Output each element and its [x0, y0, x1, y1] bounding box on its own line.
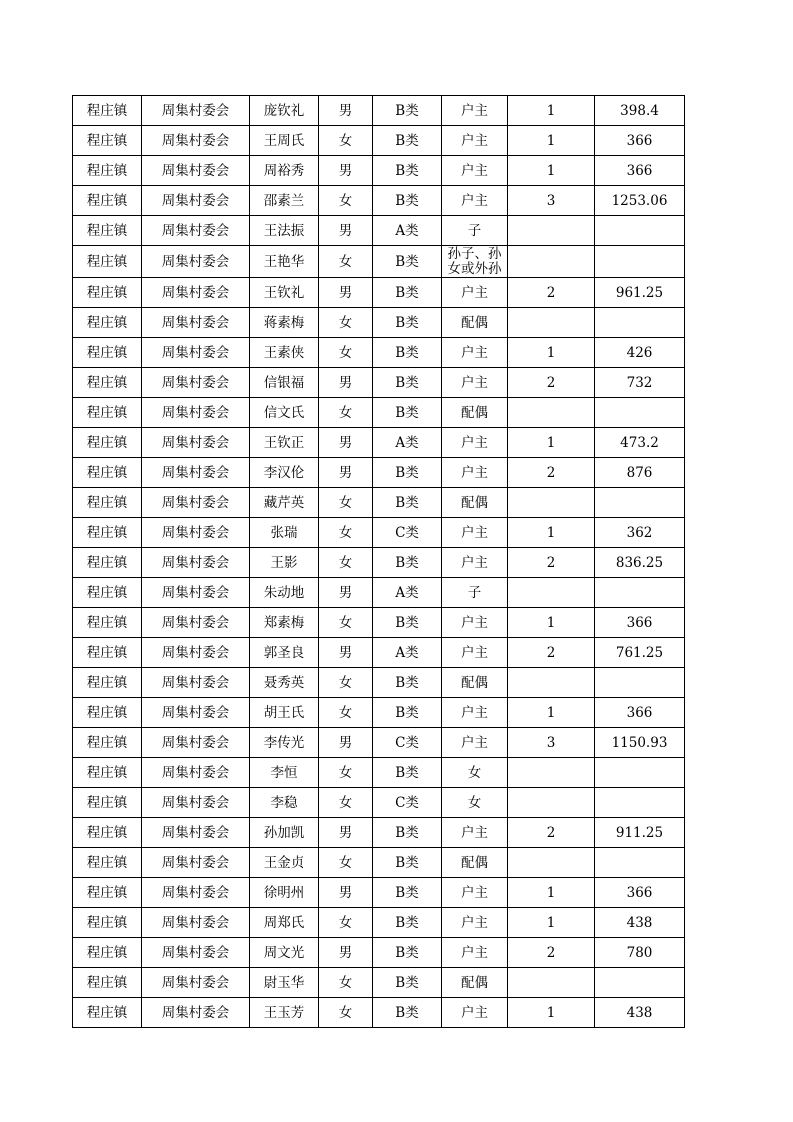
count-cell: 1	[508, 518, 595, 548]
amount-cell: 362	[595, 518, 685, 548]
gender-cell: 女	[319, 246, 373, 278]
name-cell: 李恒	[250, 758, 319, 788]
town-cell: 程庄镇	[73, 578, 142, 608]
gender-cell: 女	[319, 758, 373, 788]
amount-cell: 961.25	[595, 278, 685, 308]
town-cell: 程庄镇	[73, 758, 142, 788]
gender-cell: 女	[319, 186, 373, 216]
town-cell: 程庄镇	[73, 186, 142, 216]
town-cell: 程庄镇	[73, 126, 142, 156]
name-cell: 郑素梅	[250, 608, 319, 638]
village-cell: 周集村委会	[142, 878, 250, 908]
count-cell	[508, 758, 595, 788]
village-cell: 周集村委会	[142, 998, 250, 1028]
count-cell: 1	[508, 96, 595, 126]
name-cell: 郭圣良	[250, 638, 319, 668]
gender-cell: 女	[319, 338, 373, 368]
roster-table	[72, 95, 685, 1028]
relation-cell: 配偶	[442, 848, 508, 878]
name-cell: 尉玉华	[250, 968, 319, 998]
town-cell: 程庄镇	[73, 338, 142, 368]
category-cell: B类	[373, 96, 442, 126]
amount-cell: 1253.06	[595, 186, 685, 216]
name-cell: 周文光	[250, 938, 319, 968]
gender-cell: 男	[319, 96, 373, 126]
town-cell: 程庄镇	[73, 518, 142, 548]
village-cell: 周集村委会	[142, 308, 250, 338]
name-cell: 周裕秀	[250, 156, 319, 186]
category-cell: B类	[373, 308, 442, 338]
count-cell	[508, 216, 595, 246]
table-row	[73, 668, 685, 698]
village-cell: 周集村委会	[142, 848, 250, 878]
amount-cell	[595, 758, 685, 788]
relation-cell: 女	[442, 758, 508, 788]
table-row	[73, 156, 685, 186]
name-cell: 王法振	[250, 216, 319, 246]
town-cell: 程庄镇	[73, 848, 142, 878]
relation-cell: 户主	[442, 608, 508, 638]
town-cell: 程庄镇	[73, 488, 142, 518]
amount-cell: 366	[595, 608, 685, 638]
relation-cell: 户主	[442, 728, 508, 758]
table-row	[73, 126, 685, 156]
town-cell: 程庄镇	[73, 246, 142, 278]
amount-cell: 732	[595, 368, 685, 398]
table-row	[73, 96, 685, 126]
relation-cell: 女	[442, 788, 508, 818]
name-cell: 李汉伦	[250, 458, 319, 488]
village-cell: 周集村委会	[142, 788, 250, 818]
gender-cell: 女	[319, 488, 373, 518]
category-cell: B类	[373, 278, 442, 308]
relation-cell: 户主	[442, 96, 508, 126]
amount-cell	[595, 788, 685, 818]
gender-cell: 女	[319, 788, 373, 818]
relation-cell: 户主	[442, 998, 508, 1028]
count-cell	[508, 578, 595, 608]
amount-cell: 780	[595, 938, 685, 968]
gender-cell: 男	[319, 878, 373, 908]
town-cell: 程庄镇	[73, 278, 142, 308]
count-cell: 3	[508, 186, 595, 216]
category-cell: B类	[373, 698, 442, 728]
category-cell: B类	[373, 156, 442, 186]
town-cell: 程庄镇	[73, 698, 142, 728]
amount-cell: 836.25	[595, 548, 685, 578]
count-cell: 2	[508, 638, 595, 668]
count-cell: 1	[508, 698, 595, 728]
name-cell: 周郑氏	[250, 908, 319, 938]
category-cell: B类	[373, 668, 442, 698]
table-row	[73, 698, 685, 728]
town-cell: 程庄镇	[73, 156, 142, 186]
table-row	[73, 728, 685, 758]
village-cell: 周集村委会	[142, 216, 250, 246]
relation-cell: 户主	[442, 338, 508, 368]
relation-cell: 配偶	[442, 668, 508, 698]
village-cell: 周集村委会	[142, 518, 250, 548]
gender-cell: 男	[319, 638, 373, 668]
table-row	[73, 758, 685, 788]
town-cell: 程庄镇	[73, 968, 142, 998]
name-cell: 信文氏	[250, 398, 319, 428]
gender-cell: 男	[319, 428, 373, 458]
town-cell: 程庄镇	[73, 216, 142, 246]
count-cell: 1	[508, 998, 595, 1028]
count-cell: 1	[508, 126, 595, 156]
town-cell: 程庄镇	[73, 308, 142, 338]
category-cell: B类	[373, 968, 442, 998]
name-cell: 藏芹英	[250, 488, 319, 518]
town-cell: 程庄镇	[73, 458, 142, 488]
amount-cell	[595, 246, 685, 278]
count-cell: 1	[508, 428, 595, 458]
name-cell: 王玉芳	[250, 998, 319, 1028]
town-cell: 程庄镇	[73, 788, 142, 818]
village-cell: 周集村委会	[142, 758, 250, 788]
gender-cell: 男	[319, 368, 373, 398]
town-cell: 程庄镇	[73, 548, 142, 578]
gender-cell: 女	[319, 908, 373, 938]
village-cell: 周集村委会	[142, 398, 250, 428]
table-row	[73, 216, 685, 246]
category-cell: A类	[373, 578, 442, 608]
count-cell	[508, 398, 595, 428]
village-cell: 周集村委会	[142, 458, 250, 488]
relation-cell: 配偶	[442, 308, 508, 338]
gender-cell: 男	[319, 156, 373, 186]
count-cell	[508, 668, 595, 698]
amount-cell: 761.25	[595, 638, 685, 668]
village-cell: 周集村委会	[142, 908, 250, 938]
category-cell: B类	[373, 458, 442, 488]
town-cell: 程庄镇	[73, 428, 142, 458]
name-cell: 聂秀英	[250, 668, 319, 698]
amount-cell	[595, 216, 685, 246]
category-cell: B类	[373, 608, 442, 638]
category-cell: B类	[373, 398, 442, 428]
village-cell: 周集村委会	[142, 968, 250, 998]
amount-cell: 473.2	[595, 428, 685, 458]
name-cell: 李稳	[250, 788, 319, 818]
relation-cell: 配偶	[442, 488, 508, 518]
village-cell: 周集村委会	[142, 608, 250, 638]
village-cell: 周集村委会	[142, 488, 250, 518]
relation-cell: 配偶	[442, 398, 508, 428]
table-row	[73, 848, 685, 878]
gender-cell: 女	[319, 308, 373, 338]
relation-cell: 户主	[442, 698, 508, 728]
category-cell: B类	[373, 818, 442, 848]
name-cell: 孙加凯	[250, 818, 319, 848]
town-cell: 程庄镇	[73, 728, 142, 758]
name-cell: 蒋素梅	[250, 308, 319, 338]
village-cell: 周集村委会	[142, 578, 250, 608]
amount-cell: 876	[595, 458, 685, 488]
village-cell: 周集村委会	[142, 698, 250, 728]
village-cell: 周集村委会	[142, 818, 250, 848]
amount-cell: 398.4	[595, 96, 685, 126]
gender-cell: 女	[319, 518, 373, 548]
table-row	[73, 428, 685, 458]
relation-cell: 子	[442, 216, 508, 246]
count-cell	[508, 246, 595, 278]
amount-cell	[595, 968, 685, 998]
relation-cell: 户主	[442, 126, 508, 156]
amount-cell: 426	[595, 338, 685, 368]
gender-cell: 女	[319, 848, 373, 878]
count-cell	[508, 968, 595, 998]
name-cell: 信银福	[250, 368, 319, 398]
village-cell: 周集村委会	[142, 126, 250, 156]
amount-cell: 438	[595, 998, 685, 1028]
name-cell: 王艳华	[250, 246, 319, 278]
category-cell: B类	[373, 878, 442, 908]
table-row	[73, 246, 685, 278]
roster-body	[73, 96, 685, 1028]
amount-cell: 366	[595, 878, 685, 908]
table-row	[73, 818, 685, 848]
village-cell: 周集村委会	[142, 278, 250, 308]
amount-cell: 911.25	[595, 818, 685, 848]
gender-cell: 女	[319, 398, 373, 428]
gender-cell: 男	[319, 458, 373, 488]
category-cell: A类	[373, 638, 442, 668]
relation-cell: 配偶	[442, 968, 508, 998]
gender-cell: 女	[319, 968, 373, 998]
village-cell: 周集村委会	[142, 96, 250, 126]
village-cell: 周集村委会	[142, 246, 250, 278]
table-row	[73, 458, 685, 488]
town-cell: 程庄镇	[73, 818, 142, 848]
category-cell: C类	[373, 788, 442, 818]
relation-cell: 孙子、孙女或外孙	[442, 246, 508, 278]
name-cell: 邵素兰	[250, 186, 319, 216]
category-cell: B类	[373, 126, 442, 156]
table-row	[73, 398, 685, 428]
town-cell: 程庄镇	[73, 908, 142, 938]
amount-cell	[595, 308, 685, 338]
category-cell: B类	[373, 848, 442, 878]
village-cell: 周集村委会	[142, 638, 250, 668]
relation-cell: 户主	[442, 818, 508, 848]
relation-cell: 户主	[442, 428, 508, 458]
table-row	[73, 278, 685, 308]
town-cell: 程庄镇	[73, 398, 142, 428]
gender-cell: 女	[319, 698, 373, 728]
village-cell: 周集村委会	[142, 668, 250, 698]
gender-cell: 男	[319, 278, 373, 308]
name-cell: 张瑞	[250, 518, 319, 548]
amount-cell: 1150.93	[595, 728, 685, 758]
category-cell: A类	[373, 428, 442, 458]
table-row	[73, 878, 685, 908]
relation-cell: 户主	[442, 368, 508, 398]
name-cell: 胡王氏	[250, 698, 319, 728]
count-cell: 2	[508, 548, 595, 578]
category-cell: B类	[373, 368, 442, 398]
amount-cell	[595, 398, 685, 428]
name-cell: 王金贞	[250, 848, 319, 878]
name-cell: 朱动地	[250, 578, 319, 608]
amount-cell: 366	[595, 156, 685, 186]
relation-cell: 户主	[442, 458, 508, 488]
amount-cell	[595, 488, 685, 518]
town-cell: 程庄镇	[73, 668, 142, 698]
relation-cell: 子	[442, 578, 508, 608]
name-cell: 王钦正	[250, 428, 319, 458]
count-cell: 2	[508, 458, 595, 488]
category-cell: B类	[373, 908, 442, 938]
name-cell: 王周氏	[250, 126, 319, 156]
name-cell: 王素侠	[250, 338, 319, 368]
count-cell: 1	[508, 908, 595, 938]
relation-cell: 户主	[442, 278, 508, 308]
village-cell: 周集村委会	[142, 156, 250, 186]
village-cell: 周集村委会	[142, 338, 250, 368]
relation-cell: 户主	[442, 156, 508, 186]
gender-cell: 女	[319, 668, 373, 698]
count-cell: 3	[508, 728, 595, 758]
count-cell: 1	[508, 608, 595, 638]
category-cell: B类	[373, 998, 442, 1028]
table-row	[73, 368, 685, 398]
count-cell	[508, 848, 595, 878]
gender-cell: 女	[319, 608, 373, 638]
relation-cell: 户主	[442, 548, 508, 578]
village-cell: 周集村委会	[142, 548, 250, 578]
table-row	[73, 998, 685, 1028]
count-cell: 2	[508, 938, 595, 968]
table-row	[73, 518, 685, 548]
gender-cell: 女	[319, 548, 373, 578]
table-row	[73, 186, 685, 216]
name-cell: 王钦礼	[250, 278, 319, 308]
amount-cell: 438	[595, 908, 685, 938]
town-cell: 程庄镇	[73, 638, 142, 668]
town-cell: 程庄镇	[73, 96, 142, 126]
gender-cell: 男	[319, 578, 373, 608]
count-cell: 1	[508, 156, 595, 186]
category-cell: B类	[373, 186, 442, 216]
category-cell: B类	[373, 246, 442, 278]
gender-cell: 男	[319, 938, 373, 968]
table-row	[73, 608, 685, 638]
count-cell: 2	[508, 278, 595, 308]
table-row	[73, 968, 685, 998]
category-cell: A类	[373, 216, 442, 246]
village-cell: 周集村委会	[142, 938, 250, 968]
category-cell: B类	[373, 488, 442, 518]
gender-cell: 女	[319, 126, 373, 156]
category-cell: B类	[373, 548, 442, 578]
town-cell: 程庄镇	[73, 368, 142, 398]
town-cell: 程庄镇	[73, 998, 142, 1028]
table-row	[73, 938, 685, 968]
relation-cell: 户主	[442, 938, 508, 968]
gender-cell: 男	[319, 818, 373, 848]
name-cell: 王影	[250, 548, 319, 578]
table-row	[73, 908, 685, 938]
table-row	[73, 338, 685, 368]
table-row	[73, 488, 685, 518]
table-row	[73, 548, 685, 578]
count-cell: 1	[508, 878, 595, 908]
category-cell: C类	[373, 518, 442, 548]
amount-cell: 366	[595, 126, 685, 156]
table-row	[73, 788, 685, 818]
town-cell: 程庄镇	[73, 608, 142, 638]
name-cell: 李传光	[250, 728, 319, 758]
table-row	[73, 308, 685, 338]
village-cell: 周集村委会	[142, 728, 250, 758]
village-cell: 周集村委会	[142, 428, 250, 458]
table-row	[73, 638, 685, 668]
category-cell: C类	[373, 728, 442, 758]
count-cell	[508, 788, 595, 818]
town-cell: 程庄镇	[73, 938, 142, 968]
count-cell	[508, 308, 595, 338]
category-cell: B类	[373, 758, 442, 788]
relation-cell: 户主	[442, 638, 508, 668]
amount-cell	[595, 578, 685, 608]
gender-cell: 男	[319, 216, 373, 246]
amount-cell	[595, 848, 685, 878]
relation-cell: 户主	[442, 908, 508, 938]
relation-cell: 户主	[442, 878, 508, 908]
relation-cell: 户主	[442, 186, 508, 216]
count-cell: 2	[508, 368, 595, 398]
name-cell: 庞钦礼	[250, 96, 319, 126]
count-cell: 1	[508, 338, 595, 368]
name-cell: 徐明州	[250, 878, 319, 908]
category-cell: B类	[373, 338, 442, 368]
relation-cell: 户主	[442, 518, 508, 548]
gender-cell: 男	[319, 728, 373, 758]
amount-cell	[595, 668, 685, 698]
village-cell: 周集村委会	[142, 368, 250, 398]
table-row	[73, 578, 685, 608]
category-cell: B类	[373, 938, 442, 968]
gender-cell: 女	[319, 998, 373, 1028]
count-cell	[508, 488, 595, 518]
town-cell: 程庄镇	[73, 878, 142, 908]
village-cell: 周集村委会	[142, 186, 250, 216]
amount-cell: 366	[595, 698, 685, 728]
count-cell: 2	[508, 818, 595, 848]
